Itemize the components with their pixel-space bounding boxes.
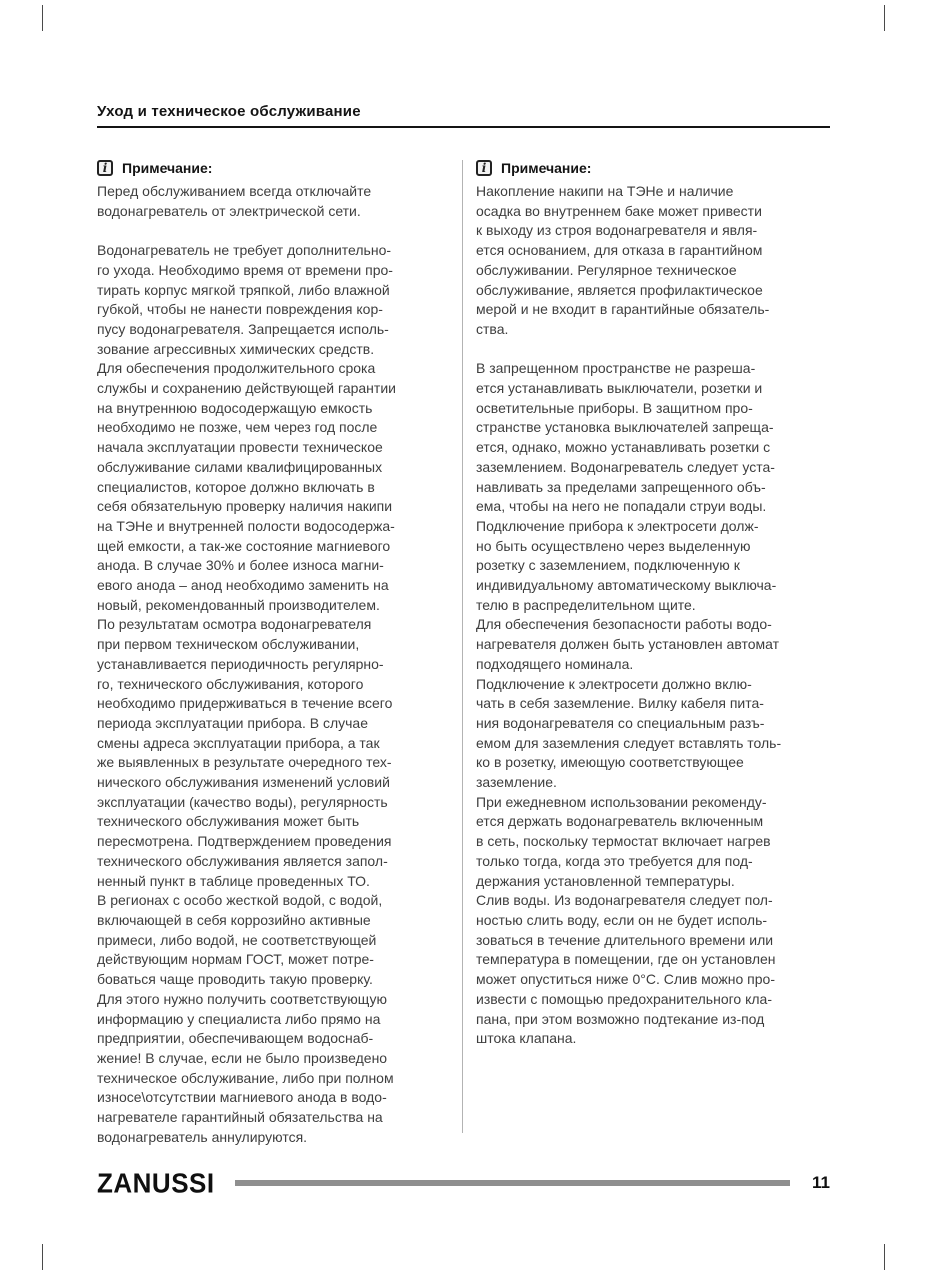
paragraph bbox=[97, 182, 449, 221]
title-rule bbox=[97, 126, 830, 128]
text-line: примеси, либо водой, не соответствующей bbox=[97, 931, 377, 948]
crop-mark-bottom-left bbox=[42, 1244, 43, 1270]
text-line: заземление. bbox=[476, 774, 557, 791]
text-line: евого анода – анод необходимо заменить на bbox=[97, 577, 389, 594]
text-line: на ТЭНе и внутренней полости водосодержа- bbox=[97, 517, 395, 534]
brand-logo: ZANUSSI bbox=[97, 1167, 215, 1199]
text-line: технического обслуживания является запол- bbox=[97, 852, 388, 869]
text-line: пана, при этом возможно подтекание из-под bbox=[476, 1010, 765, 1027]
text-line: Подключение к электросети должно вклю- bbox=[476, 675, 752, 692]
text-line: ненный пункт в таблице проведенных ТО. bbox=[97, 872, 370, 889]
text-line: розетку с заземлением, подключенную к bbox=[476, 557, 740, 574]
text-line: необходимо не позже, чем через год после bbox=[97, 419, 378, 436]
text-line: ко в розетку, имеющую соответствующее bbox=[476, 754, 744, 771]
note-label: Примечание: bbox=[122, 160, 213, 176]
text-line: техническое обслуживание, либо при полном bbox=[97, 1069, 394, 1086]
text-line: жение! В случае, если не было произведено bbox=[97, 1049, 388, 1066]
text-line: водонагреватель аннулируются. bbox=[97, 1128, 308, 1145]
note-label: Примечание: bbox=[501, 160, 592, 176]
text-line: информацию у специалиста либо прямо на bbox=[97, 1010, 381, 1027]
text-line: зоваться в течение длительного времени или bbox=[476, 931, 774, 948]
paragraph-gap bbox=[97, 221, 449, 241]
text-line: к выходу из строя водонагревателя и явля- bbox=[476, 222, 758, 239]
text-line: странстве установка выключателей запреща- bbox=[476, 419, 774, 436]
text-line: Для этого нужно получить соответствующую bbox=[97, 990, 387, 1007]
text-line: зование агрессивных химических средств. bbox=[97, 340, 375, 357]
note-heading bbox=[97, 158, 449, 178]
text-line: Слив воды. Из водонагревателя следует пол- bbox=[476, 892, 773, 909]
info-icon: i bbox=[97, 160, 113, 176]
text-line: извести с помощью предохранительного кла- bbox=[476, 990, 772, 1007]
text-line: ется, однако, можно устанавливать розетки с bbox=[476, 439, 771, 456]
text-line: в сеть, поскольку термостат включает нагрев bbox=[476, 833, 771, 850]
text-line: обслуживании. Регулярное техническое bbox=[476, 261, 737, 278]
info-icon: i bbox=[476, 160, 492, 176]
text-line: губкой, чтобы не нанести повреждения кор- bbox=[97, 301, 383, 318]
text-line: индивидуальному автоматическому выключа- bbox=[476, 577, 777, 594]
text-line: начала эксплуатации провести техническое bbox=[97, 439, 383, 456]
text-line: При ежедневном использовании рекоменду- bbox=[476, 793, 767, 810]
text-line: тирать корпус мягкой тряпкой, либо влажной bbox=[97, 281, 390, 298]
footer-rule bbox=[235, 1180, 790, 1186]
text-line: ется держать водонагреватель включенным bbox=[476, 813, 764, 830]
text-line: новый, рекомендованный производителем. bbox=[97, 596, 380, 613]
text-line: только тогда, когда это требуется для под- bbox=[476, 852, 753, 869]
text-line: подходящего номинала. bbox=[476, 655, 634, 672]
text-line: Для обеспечения безопасности работы водо- bbox=[476, 616, 772, 633]
page-footer bbox=[97, 1167, 830, 1199]
text-line: В запрещенном пространстве не разреша- bbox=[476, 360, 756, 377]
text-line: го, технического обслуживания, которого bbox=[97, 675, 364, 692]
text-line: телю в распределительном щите. bbox=[476, 596, 696, 613]
text-line: го ухода. Необходимо время от времени про- bbox=[97, 261, 393, 278]
paragraph bbox=[476, 182, 828, 340]
column-right bbox=[476, 158, 828, 1147]
text-line: обслуживание, является профилактическое bbox=[476, 281, 763, 298]
text-line: износе\отсутствии магниевого анода в водо- bbox=[97, 1089, 387, 1106]
text-line: нагревателе гарантийный обязательства на bbox=[97, 1109, 383, 1126]
text-line: на внутреннюю водосодержащую емкость bbox=[97, 399, 373, 416]
text-line: смены адреса эксплуатации прибора, а так bbox=[97, 734, 380, 751]
text-line: ется устанавливать выключатели, розетки и bbox=[476, 380, 763, 397]
text-line: может опуститься ниже 0°C. Слив можно про- bbox=[476, 971, 775, 988]
text-line: ется основанием, для отказа в гарантийном bbox=[476, 242, 763, 259]
text-line: чать в себя заземление. Вилку кабеля пита- bbox=[476, 695, 764, 712]
crop-mark-bottom-right bbox=[884, 1244, 885, 1270]
crop-mark-top-left bbox=[42, 5, 43, 31]
text-line: анода. В случае 30% и более износа магни- bbox=[97, 557, 384, 574]
note-heading bbox=[476, 158, 828, 178]
text-line: устанавливается периодичность регулярно- bbox=[97, 655, 384, 672]
crop-mark-top-right bbox=[884, 5, 885, 31]
text-line: ства. bbox=[476, 320, 509, 337]
text-line: В регионах с особо жесткой водой, с водой, bbox=[97, 892, 383, 909]
text-line: осадка во внутреннем баке может привести bbox=[476, 202, 762, 219]
text-line: нического обслуживания изменений условий bbox=[97, 774, 390, 791]
text-line: водонагреватель от электрической сети. bbox=[97, 202, 361, 219]
text-line: По результатам осмотра водонагревателя bbox=[97, 616, 372, 633]
text-line: мерой и не входит в гарантийные обязатель- bbox=[476, 301, 770, 318]
text-line: Подключение прибора к электросети долж- bbox=[476, 517, 759, 534]
text-line: Водонагреватель не требует дополнительно- bbox=[97, 242, 392, 259]
text-line: при первом техническом обслуживании, bbox=[97, 636, 360, 653]
text-line: емом для заземления следует вставлять толь- bbox=[476, 734, 782, 751]
text-line: технического обслуживания может быть bbox=[97, 813, 360, 830]
text-line: периода эксплуатации прибора. В случае bbox=[97, 714, 368, 731]
text-line: заземлением. Водонагреватель следует уста- bbox=[476, 458, 775, 475]
text-line: Накопление накипи на ТЭНе и наличие bbox=[476, 183, 734, 199]
text-line: себя обязательную проверку наличия накипи bbox=[97, 498, 393, 515]
text-line: специалистов, которое должно включать в bbox=[97, 478, 375, 495]
text-line: Перед обслуживанием всегда отключайте bbox=[97, 183, 372, 199]
text-line: эксплуатации (качество воды), регулярность bbox=[97, 793, 388, 810]
text-line: необходимо придерживаться в течение всего bbox=[97, 695, 393, 712]
page-title: Уход и техническое обслуживание bbox=[97, 103, 361, 120]
text-line: же выявленных в результате очередного тех- bbox=[97, 754, 392, 771]
text-line: действующим нормам ГОСТ, может потре- bbox=[97, 951, 374, 968]
text-line: нагревателя должен быть установлен автомат bbox=[476, 636, 780, 653]
paragraph-gap bbox=[476, 340, 828, 360]
text-line: ностью слить воду, если он не будет исполь- bbox=[476, 912, 768, 928]
text-line: пусу водонагревателя. Запрещается исполь- bbox=[97, 320, 389, 337]
column-divider bbox=[462, 160, 463, 1133]
text-line: осветительные приборы. В защитном про- bbox=[476, 399, 753, 416]
text-line: службы и сохранению действующей гарантии bbox=[97, 380, 396, 397]
text-line: пересмотрена. Подтверждением проведения bbox=[97, 833, 392, 850]
text-line: Для обеспечения продолжительного срока bbox=[97, 360, 376, 377]
column-left bbox=[97, 158, 449, 1147]
text-line: включающей в себя коррозийно активные bbox=[97, 912, 371, 928]
text-line: боваться чаще проводить такую проверку. bbox=[97, 971, 373, 988]
text-line: штока клапана. bbox=[476, 1030, 577, 1047]
two-column-body bbox=[97, 158, 830, 1147]
page-number: 11 bbox=[812, 1173, 830, 1192]
text-line: навливать за пределами запрещенного объ- bbox=[476, 478, 766, 495]
paragraph bbox=[97, 241, 449, 1147]
text-line: щей емкости, а так-же состояние магниевого bbox=[97, 537, 391, 554]
text-line: температура в помещении, где он установлен bbox=[476, 951, 776, 968]
text-line: обслуживание силами квалифицированных bbox=[97, 458, 383, 475]
text-line: предприятии, обеспечивающем водоснаб- bbox=[97, 1030, 374, 1047]
text-line: ния водонагревателя со специальным разъ- bbox=[476, 714, 765, 731]
paragraph bbox=[476, 359, 828, 1049]
page-header bbox=[97, 104, 830, 128]
text-line: но быть осуществлено через выделенную bbox=[476, 537, 751, 554]
text-line: держания установленной температуры. bbox=[476, 872, 735, 889]
text-line: ема, чтобы на него не попадали струи воды. bbox=[476, 498, 767, 515]
